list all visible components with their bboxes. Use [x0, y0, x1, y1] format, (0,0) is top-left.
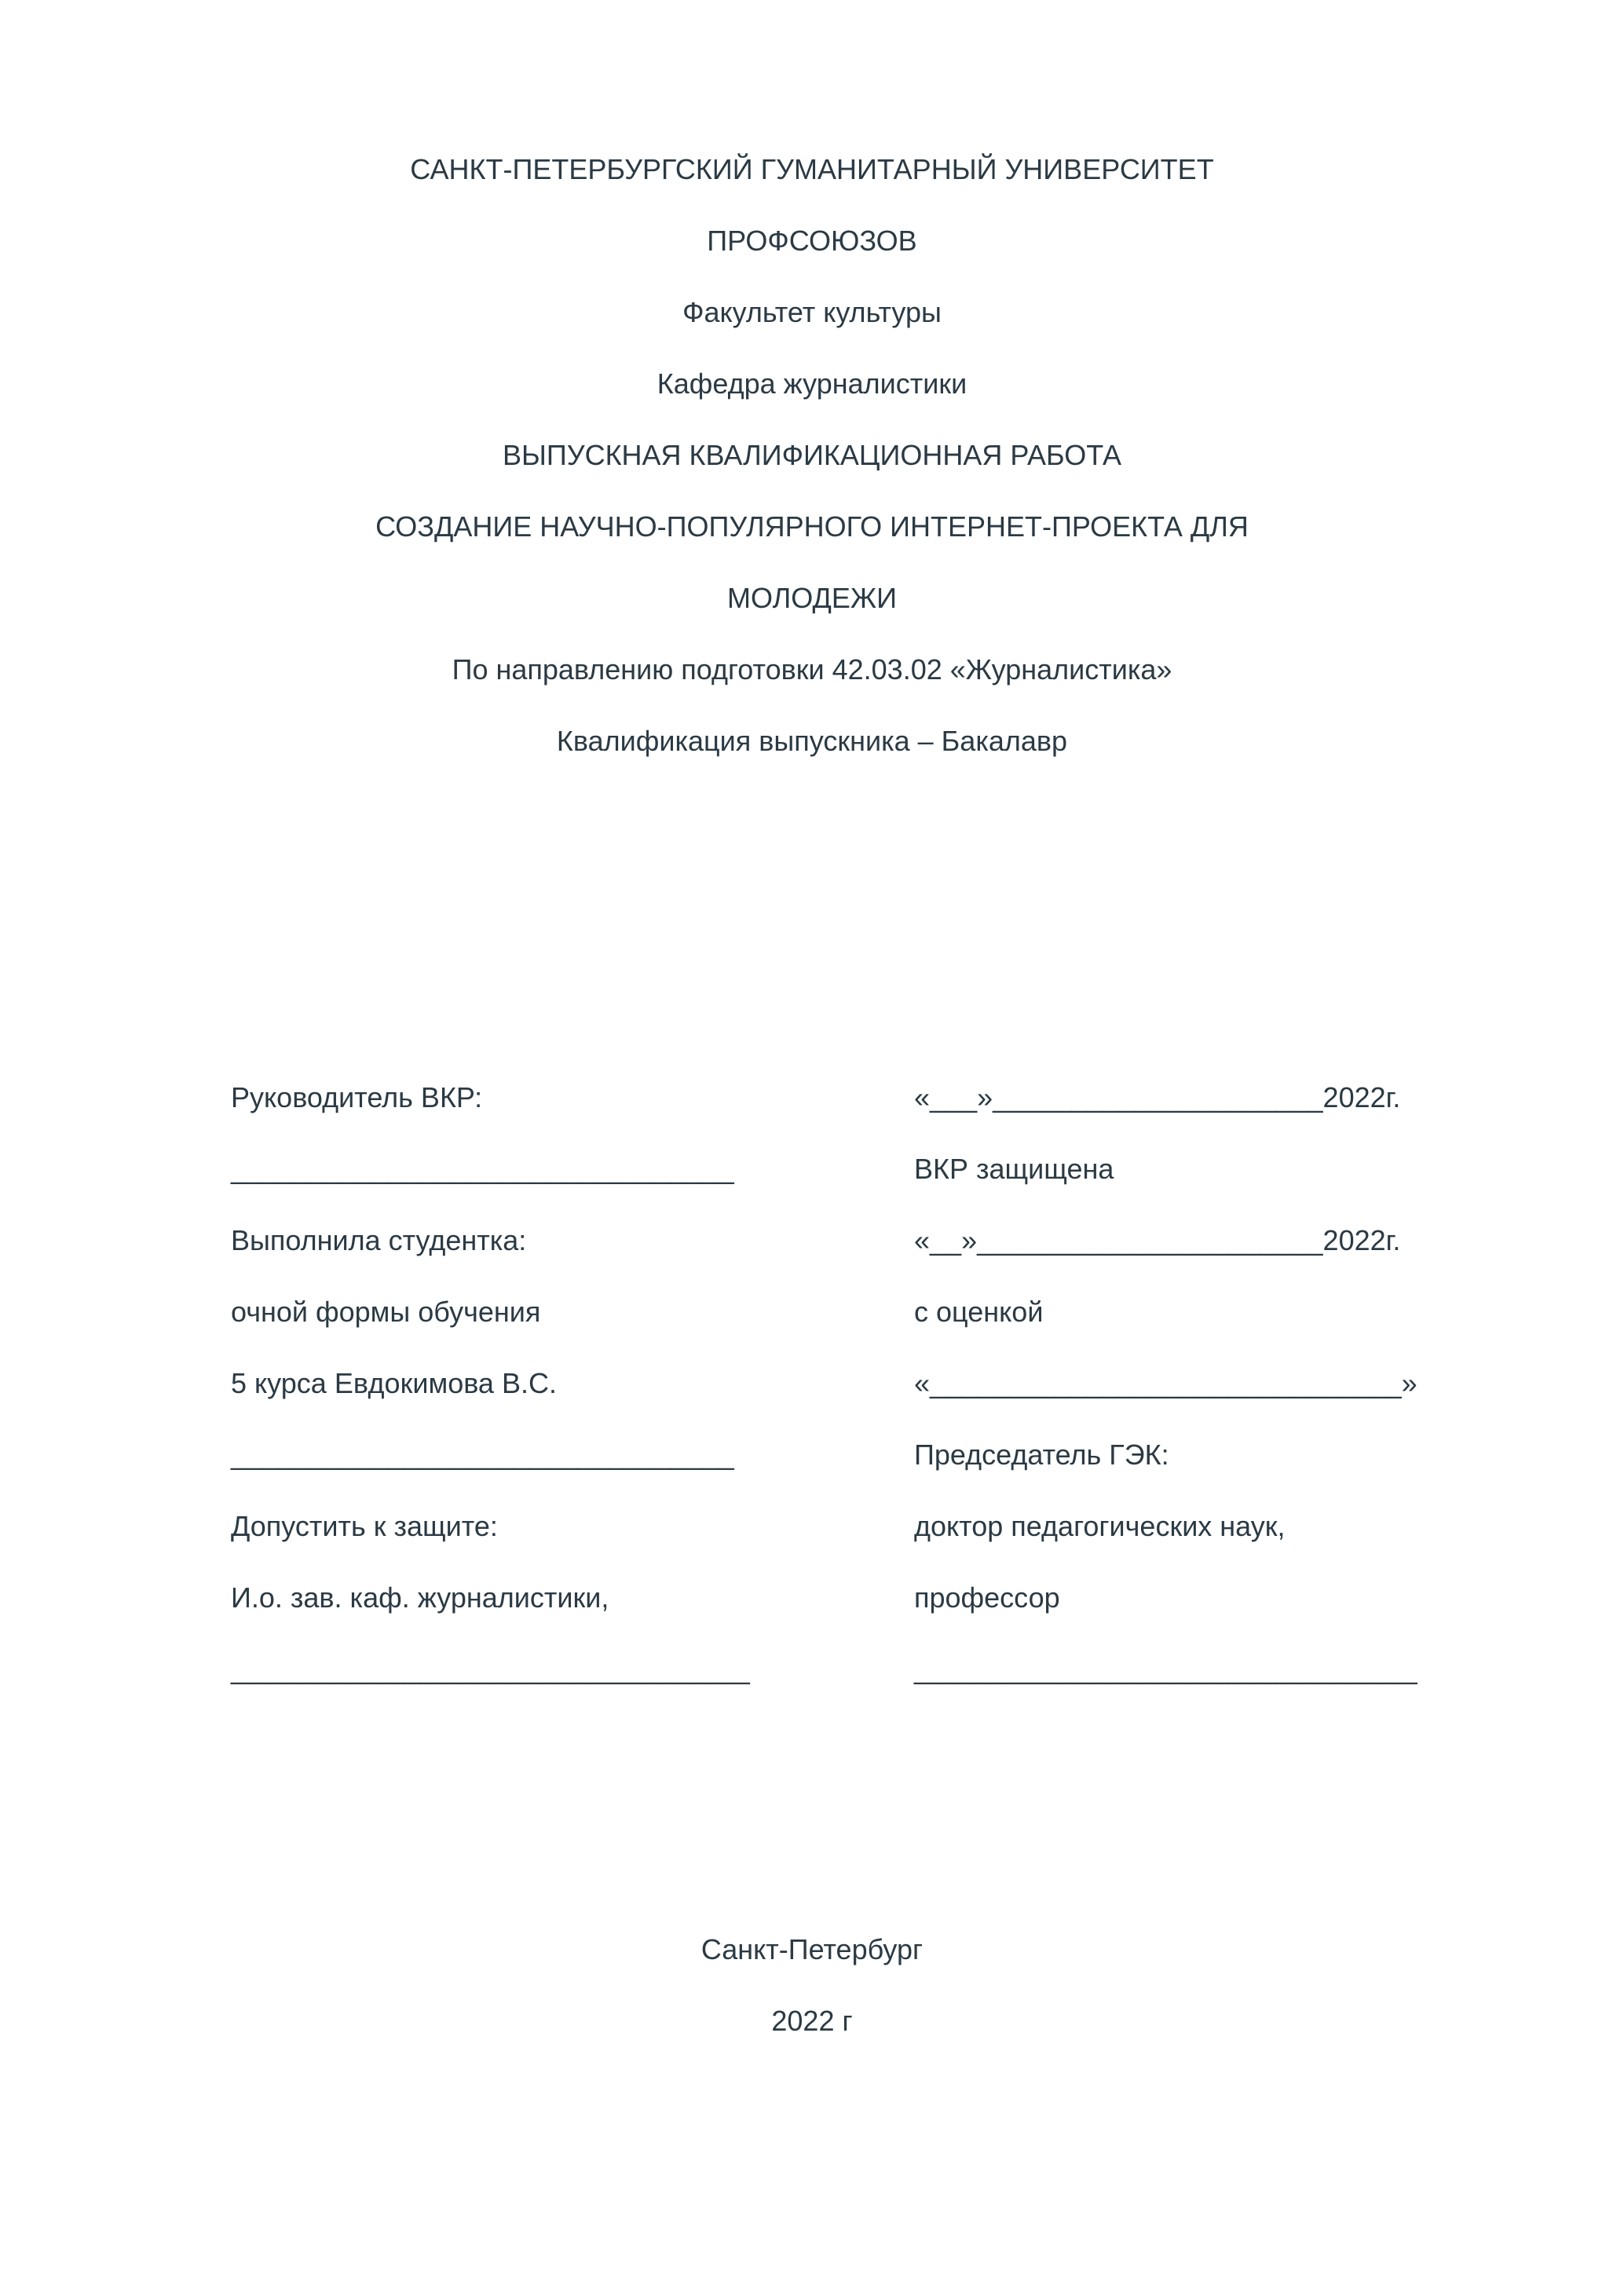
date-line-first: «___»_____________________2022г. — [914, 1081, 1401, 1113]
thesis-title-line1: СОЗДАНИЕ НАУЧНО-ПОПУЛЯРНОГО ИНТЕРНЕТ-ПРОЕКТА ДЛЯ — [375, 510, 1249, 543]
date-line-second: «__»______________________2022г. — [914, 1224, 1401, 1256]
faculty-name: Факультет культуры — [682, 296, 942, 328]
university-name-line1: САНКТ-ПЕТЕРБУРГСКИЙ ГУМАНИТАРНЫЙ УНИВЕРСИТЕТ — [410, 153, 1214, 185]
commission-chair-signature-line: ________________________________ — [914, 1653, 1417, 1685]
grade-value-line: «______________________________» — [914, 1367, 1417, 1399]
department-name: Кафедра журналистики — [657, 367, 967, 400]
study-direction: По направлению подготовки 42.03.02 «Журналистика» — [452, 653, 1172, 686]
thesis-title-line2: МОЛОДЕЖИ — [727, 582, 897, 614]
student-signature-line: ________________________________ — [231, 1439, 734, 1471]
commission-chair-degree: доктор педагогических наук, — [914, 1510, 1286, 1542]
head-signature-line: _________________________________ — [231, 1653, 750, 1685]
university-name-line2: ПРОФСОЮЗОВ — [707, 225, 917, 257]
city: Санкт-Петербург — [700, 1933, 924, 1965]
graduate-qualification: Квалификация выпускника – Бакалавр — [556, 725, 1068, 757]
student-label: Выполнила студентка: — [231, 1224, 527, 1256]
work-type: ВЫПУСКНАЯ КВАЛИФИКАЦИОННАЯ РАБОТА — [502, 439, 1122, 471]
head-of-department-title: И.о. зав. каф. журналистики, — [231, 1581, 609, 1614]
admit-label: Допустить к защите: — [231, 1510, 498, 1542]
study-form: очной формы обучения — [231, 1296, 541, 1328]
grade-label: с оценкой — [914, 1296, 1044, 1328]
student-name: 5 курса Евдокимова В.С. — [231, 1367, 557, 1399]
year: 2022 г — [771, 2005, 853, 2037]
supervisor-signature-line: ________________________________ — [231, 1153, 734, 1185]
commission-chair-label: Председатель ГЭК: — [914, 1439, 1169, 1471]
supervisor-label: Руководитель ВКР: — [231, 1081, 483, 1113]
defended-label: ВКР защищена — [914, 1153, 1114, 1185]
commission-chair-title: профессор — [914, 1581, 1060, 1614]
